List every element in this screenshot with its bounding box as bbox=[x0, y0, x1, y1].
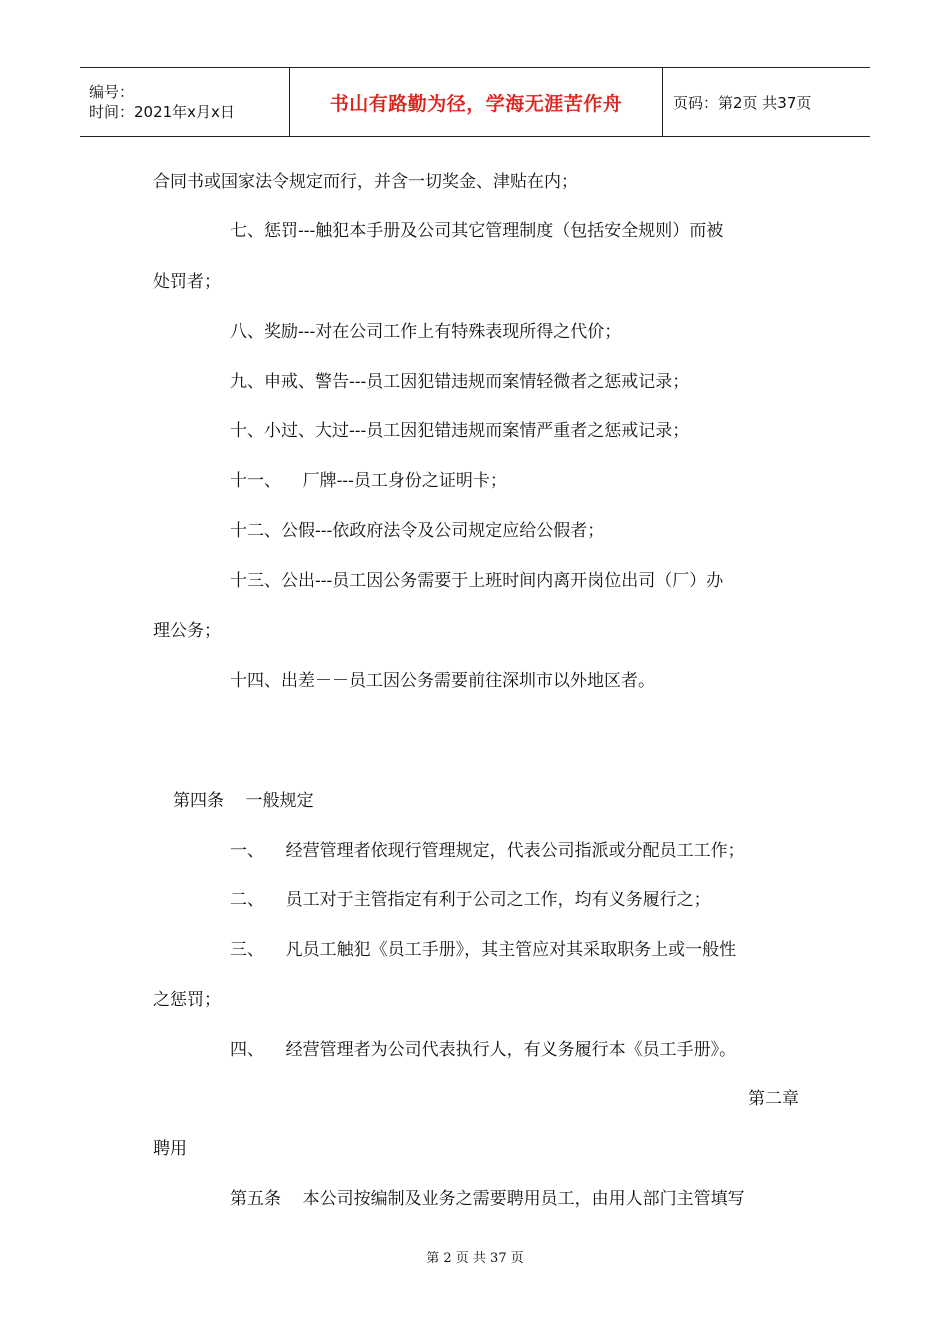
header-meta bbox=[80, 68, 290, 136]
body-line: 第五条 本公司按编制及业务之需要聘用员工，由用人部门主管填写 bbox=[230, 1189, 745, 1209]
body-line: 十、小过、大过---员工因犯错违规而案情严重者之惩戒记录； bbox=[230, 421, 690, 441]
chapter-title: 聘用 bbox=[153, 1139, 187, 1159]
body-line: 十二、公假---依政府法令及公司规定应给公假者； bbox=[230, 521, 605, 541]
header-page-cell bbox=[663, 68, 870, 136]
body-line: 三、 凡员工触犯《员工手册》，其主管应对其采取职务上或一般性 bbox=[230, 940, 737, 960]
body-line: 四、 经营管理者为公司代表执行人，有义务履行本《员工手册》。 bbox=[230, 1040, 737, 1060]
body-line: 十一、 厂牌---员工身份之证明卡； bbox=[230, 471, 507, 491]
serial-label: 编号： bbox=[89, 83, 135, 101]
body-line: 七、惩罚---触犯本手册及公司其它管理制度（包括安全规则）而被 bbox=[230, 221, 724, 241]
header-motto-cell bbox=[290, 68, 663, 136]
body-line: 九、申戒、警告---员工因犯错违规而案情轻微者之惩戒记录； bbox=[230, 372, 690, 392]
body-line: 八、奖励---对在公司工作上有特殊表现所得之代价； bbox=[230, 322, 622, 342]
body-line: 理公务； bbox=[153, 621, 221, 641]
chapter-number: 第二章 bbox=[748, 1089, 799, 1109]
body-line: 之惩罚； bbox=[153, 990, 221, 1010]
body-line: 合同书或国家法令规定而行，并含一切奖金、津贴在内； bbox=[153, 172, 578, 192]
motto: 书山有路勤为径，学海无涯苦作舟 bbox=[329, 92, 623, 115]
page-footer: 第 2 页 共 37 页 bbox=[426, 1251, 524, 1266]
section-heading: 第四条 一般规定 bbox=[173, 791, 314, 811]
body-line: 二、 员工对于主管指定有利于公司之工作，均有义务履行之； bbox=[230, 890, 711, 910]
body-line: 一、 经营管理者依现行管理规定，代表公司指派或分配员工工作； bbox=[230, 841, 745, 861]
body-line: 十四、出差－－员工因公务需要前往深圳市以外地区者。 bbox=[230, 671, 655, 691]
page-header bbox=[80, 67, 870, 137]
page-label: 页码：第2页 共37页 bbox=[673, 93, 812, 112]
time-label: 时间：2021年x月x日 bbox=[89, 103, 235, 121]
body-line: 处罚者； bbox=[153, 272, 221, 292]
body-line: 十三、公出---员工因公务需要于上班时间内离开岗位出司（厂）办 bbox=[230, 571, 724, 591]
